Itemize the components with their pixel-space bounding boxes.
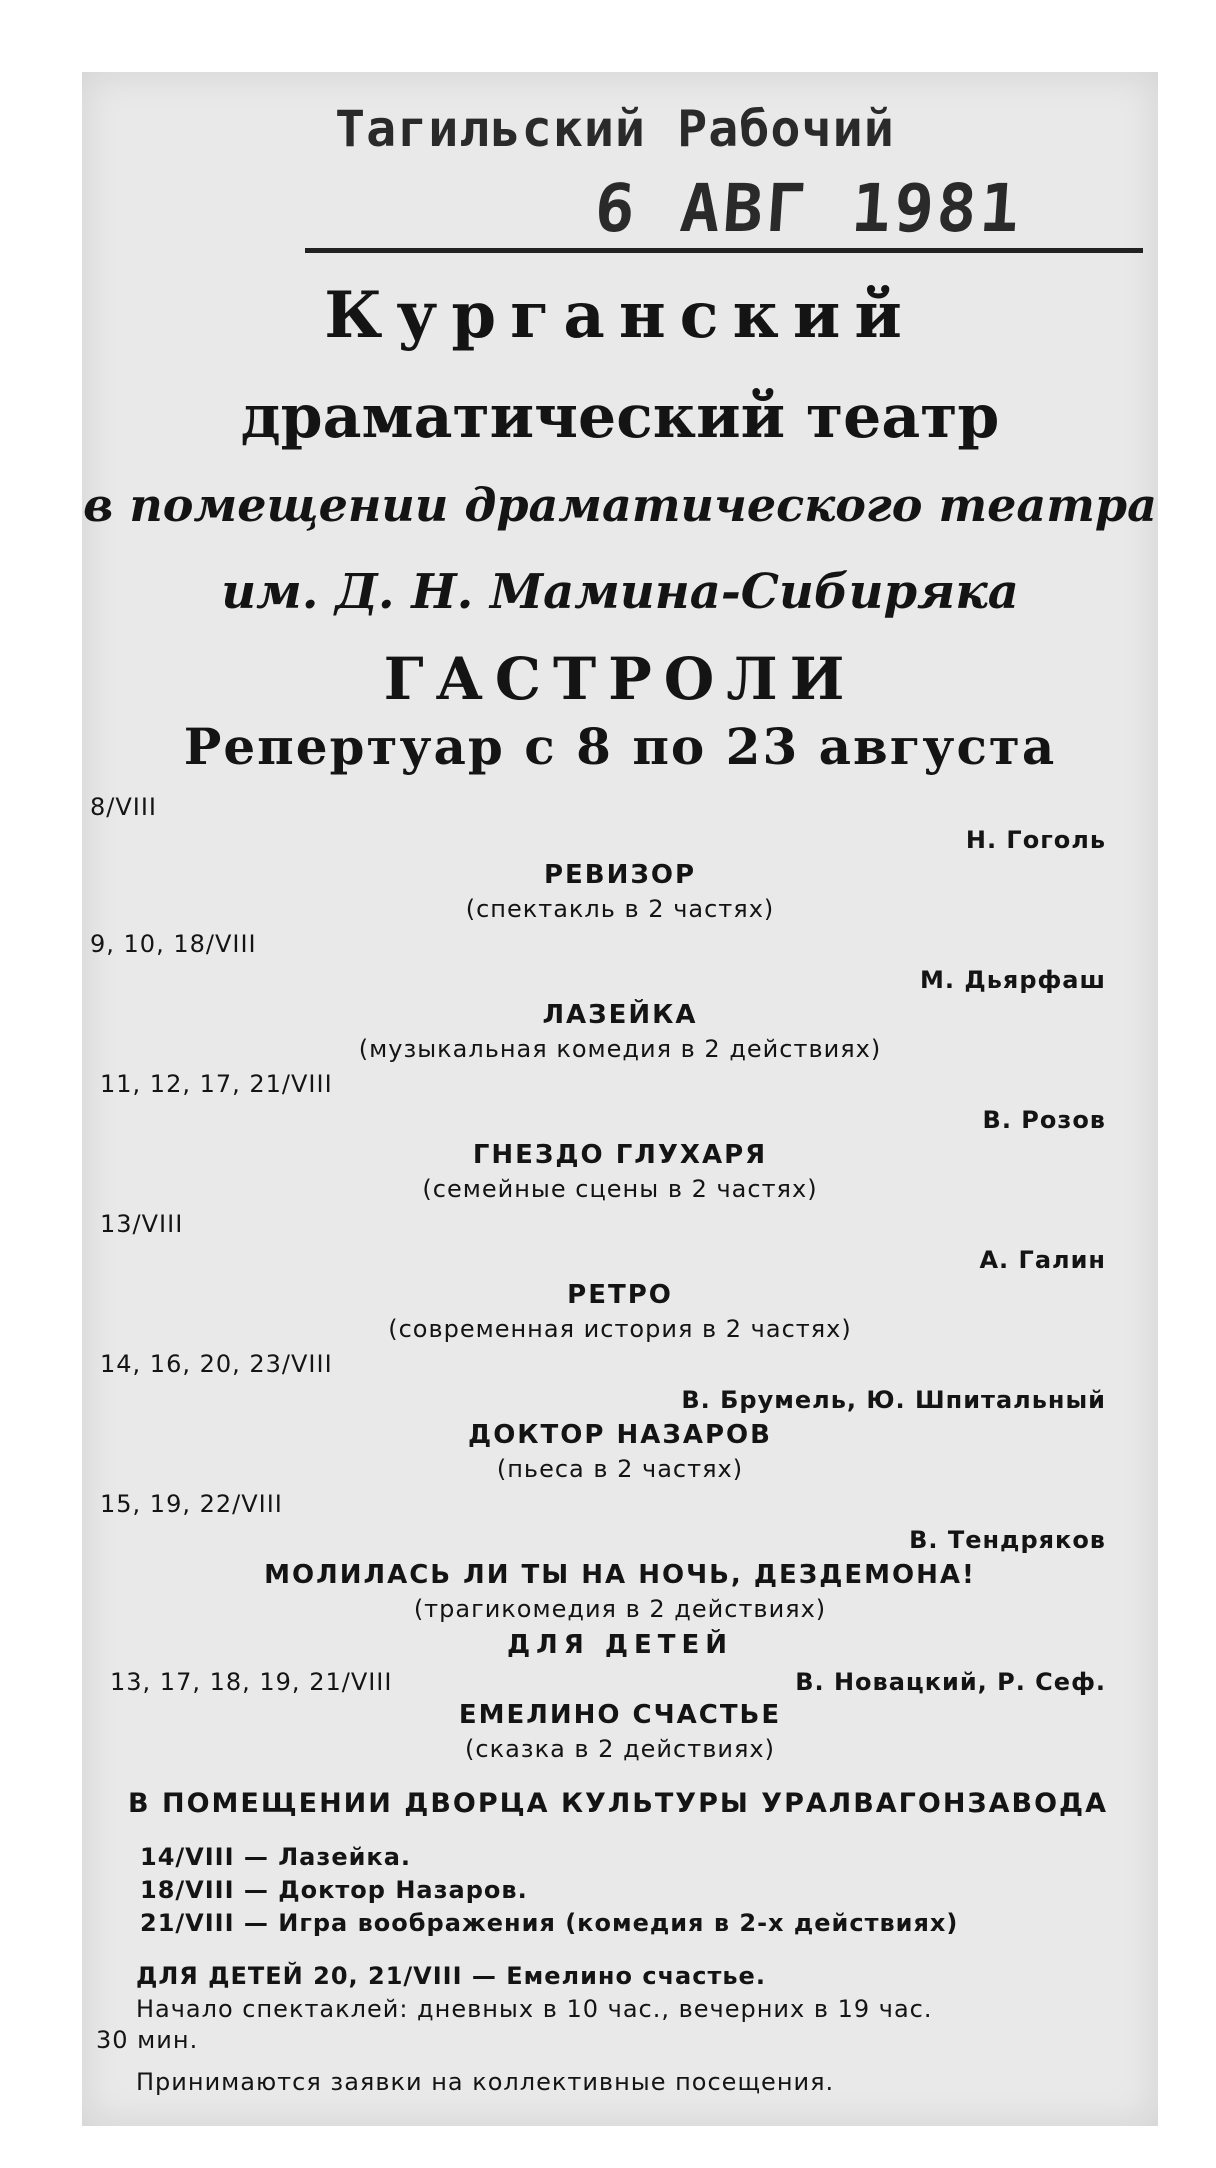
children-play-title: ЕМЕЛИНО СЧАСТЬЕ	[458, 1700, 782, 1730]
palace-item: 14/VIII — Лазейка.	[140, 1843, 412, 1871]
play-subtitle: (музыкальная комедия в 2 действиях)	[358, 1035, 882, 1063]
play-title: ГНЕЗДО ГЛУХАРЯ	[472, 1140, 768, 1170]
stamp-rule	[305, 248, 1143, 253]
venue-line: в помещении драматического театра	[83, 478, 1157, 532]
newspaper-stamp	[255, 100, 1155, 265]
children-author: В. Новацкий, Р. Сеф.	[795, 1668, 1106, 1696]
play-subtitle: (трагикомедия в 2 действиях)	[413, 1595, 827, 1623]
children-heading: ДЛЯ ДЕТЕЙ	[507, 1630, 733, 1660]
children-dates: 13, 17, 18, 19, 21/VIII	[110, 1668, 393, 1696]
play-author: В. Розов	[982, 1106, 1106, 1134]
play-author: В. Тендряков	[909, 1526, 1106, 1554]
play-dates: 14, 16, 20, 23/VIII	[100, 1350, 333, 1378]
play-subtitle: (спектакль в 2 частях)	[465, 895, 775, 923]
group-requests-note: Принимаются заявки на коллективные посещения.	[136, 2068, 835, 2096]
play-subtitle: (пьеса в 2 частях)	[496, 1455, 744, 1483]
play-author: М. Дьярфаш	[920, 966, 1106, 994]
start-times-continued: 30 мин.	[96, 2026, 199, 2054]
play-title: МОЛИЛАСЬ ЛИ ТЫ НА НОЧЬ, ДЕЗДЕМОНА!	[264, 1560, 976, 1590]
start-times: Начало спектаклей: дневных в 10 час., вечерних в 19 час.	[136, 1995, 933, 2023]
children-play-subtitle: (сказка в 2 действиях)	[465, 1735, 775, 1763]
repertoire-heading: Репертуар с 8 по 23 августа	[183, 717, 1057, 776]
theater-name: драматический театр	[240, 382, 1000, 452]
play-dates: 15, 19, 22/VIII	[100, 1490, 283, 1518]
play-title: ДОКТОР НАЗАРОВ	[468, 1420, 772, 1450]
play-author: А. Галин	[979, 1246, 1106, 1274]
theater-city: Курганский	[324, 278, 916, 353]
play-dates: 13/VIII	[100, 1210, 184, 1238]
play-title: ЛАЗЕЙКА	[542, 1000, 698, 1030]
palace-item: 18/VIII — Доктор Назаров.	[140, 1876, 528, 1904]
play-title: РЕВИЗОР	[543, 860, 697, 890]
play-subtitle: (современная история в 2 частях)	[388, 1315, 852, 1343]
venue-name: им. Д. Н. Мамина-Сибиряка	[221, 564, 1019, 620]
palace-heading: В ПОМЕЩЕНИИ ДВОРЦА КУЛЬТУРЫ УРАЛВАГОНЗАВОДА	[128, 1788, 1108, 1819]
newspaper-name: Тагильский Рабочий	[335, 100, 895, 158]
play-author: В. Брумель, Ю. Шпитальный	[681, 1386, 1106, 1414]
play-dates: 11, 12, 17, 21/VIII	[100, 1070, 333, 1098]
play-author: Н. Гоголь	[965, 826, 1106, 854]
play-dates: 8/VIII	[90, 793, 158, 821]
play-subtitle: (семейные сцены в 2 частях)	[422, 1175, 818, 1203]
stamp-date: 6 АВГ 1981	[592, 170, 1026, 247]
tour-heading: ГАСТРОЛИ	[383, 645, 857, 713]
play-title: РЕТРО	[567, 1280, 673, 1310]
palace-item: 21/VIII — Игра воображения (комедия в 2-х действиях)	[140, 1909, 959, 1937]
palace-children-line: ДЛЯ ДЕТЕЙ 20, 21/VIII — Емелино счастье.	[136, 1962, 766, 1990]
play-dates: 9, 10, 18/VIII	[90, 930, 257, 958]
